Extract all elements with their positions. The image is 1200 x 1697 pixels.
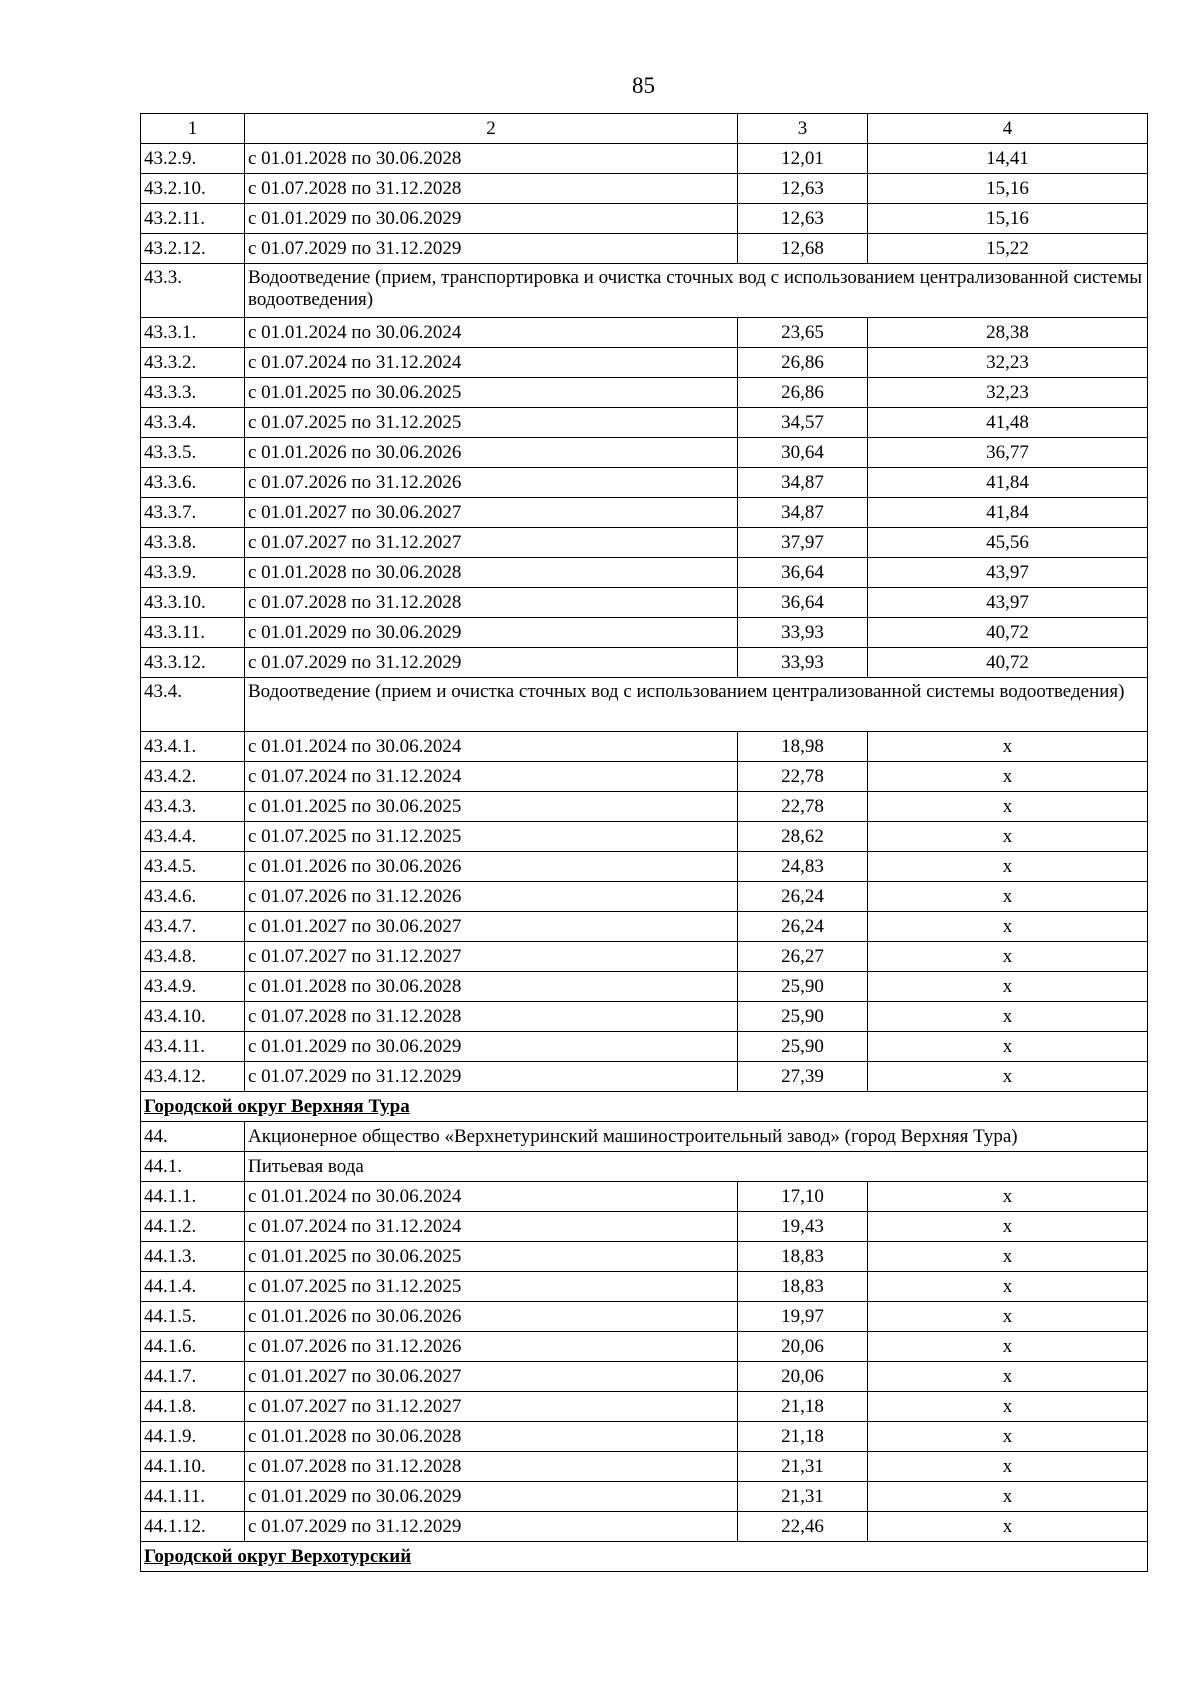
row-code: 43.3.10. bbox=[141, 588, 245, 618]
row-value-col4: 41,48 bbox=[868, 408, 1148, 438]
row-code: 44.1.9. bbox=[141, 1422, 245, 1452]
row-code: 43.3.5. bbox=[141, 438, 245, 468]
row-value-col3: 25,90 bbox=[738, 1002, 868, 1032]
row-value-col4: 15,22 bbox=[868, 234, 1148, 264]
row-value-col4: 40,72 bbox=[868, 648, 1148, 678]
row-period: с 01.01.2026 по 30.06.2026 bbox=[245, 1302, 738, 1332]
row-value-col3: 18,98 bbox=[738, 732, 868, 762]
table-row bbox=[141, 1362, 1148, 1392]
row-value-col4: 40,72 bbox=[868, 618, 1148, 648]
table-row bbox=[141, 972, 1148, 1002]
row-code: 43.4.6. bbox=[141, 882, 245, 912]
row-period: с 01.01.2028 по 30.06.2028 bbox=[245, 144, 738, 174]
table-row bbox=[141, 1002, 1148, 1032]
table-row bbox=[141, 1422, 1148, 1452]
row-code: 43.3.4. bbox=[141, 408, 245, 438]
row-period: с 01.01.2024 по 30.06.2024 bbox=[245, 1182, 738, 1212]
row-value-col4: 43,97 bbox=[868, 588, 1148, 618]
row-value-col3: 20,06 bbox=[738, 1362, 868, 1392]
row-value-col4: 41,84 bbox=[868, 468, 1148, 498]
row-period: с 01.07.2026 по 31.12.2026 bbox=[245, 468, 738, 498]
row-code: 44.1.11. bbox=[141, 1482, 245, 1512]
row-value-col4: х bbox=[868, 1392, 1148, 1422]
row-value-col4: х bbox=[868, 792, 1148, 822]
row-value-col3: 33,93 bbox=[738, 648, 868, 678]
row-value-col3: 12,63 bbox=[738, 204, 868, 234]
row-code: 43.4.4. bbox=[141, 822, 245, 852]
table-row bbox=[141, 792, 1148, 822]
row-period: с 01.07.2029 по 31.12.2029 bbox=[245, 1062, 738, 1092]
row-period: с 01.01.2024 по 30.06.2024 bbox=[245, 318, 738, 348]
table-row bbox=[141, 498, 1148, 528]
row-period: с 01.01.2025 по 30.06.2025 bbox=[245, 378, 738, 408]
row-period: с 01.07.2025 по 31.12.2025 bbox=[245, 822, 738, 852]
row-value-col3: 34,87 bbox=[738, 498, 868, 528]
row-period: с 01.07.2028 по 31.12.2028 bbox=[245, 1002, 738, 1032]
row-value-col3: 36,64 bbox=[738, 558, 868, 588]
row-code: 43.2.10. bbox=[141, 174, 245, 204]
table-row bbox=[141, 822, 1148, 852]
table-row bbox=[141, 1302, 1148, 1332]
row-code: 44.1.2. bbox=[141, 1212, 245, 1242]
row-value-col3: 18,83 bbox=[738, 1242, 868, 1272]
row-value-col3: 21,18 bbox=[738, 1392, 868, 1422]
row-period: с 01.01.2026 по 30.06.2026 bbox=[245, 438, 738, 468]
row-value-col3: 12,63 bbox=[738, 174, 868, 204]
table-row bbox=[141, 1392, 1148, 1422]
row-code: 43.2.9. bbox=[141, 144, 245, 174]
row-period: с 01.07.2029 по 31.12.2029 bbox=[245, 648, 738, 678]
row-value-col4: х bbox=[868, 822, 1148, 852]
table-header-row bbox=[141, 114, 1148, 144]
row-value-col4: 32,23 bbox=[868, 348, 1148, 378]
row-value-col3: 22,78 bbox=[738, 792, 868, 822]
row-value-col4: х bbox=[868, 1182, 1148, 1212]
table-row bbox=[141, 1452, 1148, 1482]
row-value-col3: 26,24 bbox=[738, 912, 868, 942]
section-title: Питьевая вода bbox=[245, 1152, 1148, 1182]
row-value-col3: 34,87 bbox=[738, 468, 868, 498]
table-row bbox=[141, 204, 1148, 234]
row-code: 44.1.1. bbox=[141, 1182, 245, 1212]
section-row bbox=[141, 678, 1148, 732]
row-code: 43.4.7. bbox=[141, 912, 245, 942]
row-value-col4: х bbox=[868, 1242, 1148, 1272]
row-period: с 01.07.2029 по 31.12.2029 bbox=[245, 1512, 738, 1542]
section-title: Водоотведение (прием и очистка сточных вод с использованием централизованной системы водоотведения) bbox=[245, 678, 1148, 732]
row-value-col3: 27,39 bbox=[738, 1062, 868, 1092]
table-row bbox=[141, 1482, 1148, 1512]
column-header-1: 1 bbox=[141, 114, 245, 144]
column-header-2: 2 bbox=[245, 114, 738, 144]
row-period: с 01.07.2028 по 31.12.2028 bbox=[245, 1452, 738, 1482]
table-row bbox=[141, 912, 1148, 942]
row-code: 43.3.8. bbox=[141, 528, 245, 558]
table-row bbox=[141, 1182, 1148, 1212]
table-row bbox=[141, 438, 1148, 468]
row-code: 43.3.1. bbox=[141, 318, 245, 348]
tariff-table bbox=[140, 113, 1148, 1572]
region-row bbox=[141, 1092, 1148, 1122]
row-value-col4: 14,41 bbox=[868, 144, 1148, 174]
row-value-col4: х bbox=[868, 912, 1148, 942]
row-code: 43.3.6. bbox=[141, 468, 245, 498]
row-period: с 01.01.2026 по 30.06.2026 bbox=[245, 852, 738, 882]
row-value-col3: 17,10 bbox=[738, 1182, 868, 1212]
row-code: 44.1.7. bbox=[141, 1362, 245, 1392]
region-title: Городской округ Верхняя Тура bbox=[141, 1092, 1148, 1122]
row-code: 44.1.10. bbox=[141, 1452, 245, 1482]
row-code: 43.3.3. bbox=[141, 378, 245, 408]
row-code: 43.2.11. bbox=[141, 204, 245, 234]
row-value-col3: 26,86 bbox=[738, 378, 868, 408]
row-value-col3: 30,64 bbox=[738, 438, 868, 468]
row-value-col4: 43,97 bbox=[868, 558, 1148, 588]
row-value-col4: 41,84 bbox=[868, 498, 1148, 528]
row-value-col3: 12,68 bbox=[738, 234, 868, 264]
row-value-col3: 25,90 bbox=[738, 972, 868, 1002]
row-value-col3: 20,06 bbox=[738, 1332, 868, 1362]
row-value-col4: х bbox=[868, 1422, 1148, 1452]
row-value-col4: х bbox=[868, 942, 1148, 972]
row-value-col4: х bbox=[868, 1062, 1148, 1092]
row-value-col4: х bbox=[868, 882, 1148, 912]
row-value-col4: 36,77 bbox=[868, 438, 1148, 468]
row-period: с 01.01.2024 по 30.06.2024 bbox=[245, 732, 738, 762]
table-row bbox=[141, 558, 1148, 588]
section-code: 43.4. bbox=[141, 678, 245, 732]
row-value-col4: х bbox=[868, 852, 1148, 882]
row-period: с 01.07.2025 по 31.12.2025 bbox=[245, 408, 738, 438]
table-row bbox=[141, 144, 1148, 174]
row-code: 43.3.7. bbox=[141, 498, 245, 528]
row-period: с 01.07.2026 по 31.12.2026 bbox=[245, 1332, 738, 1362]
table-row bbox=[141, 648, 1148, 678]
row-value-col3: 26,27 bbox=[738, 942, 868, 972]
table-row bbox=[141, 468, 1148, 498]
tariff-table-body bbox=[141, 114, 1148, 1572]
row-code: 43.3.2. bbox=[141, 348, 245, 378]
section-row bbox=[141, 264, 1148, 318]
row-period: с 01.07.2029 по 31.12.2029 bbox=[245, 234, 738, 264]
row-code: 44.1.3. bbox=[141, 1242, 245, 1272]
row-period: с 01.01.2029 по 30.06.2029 bbox=[245, 618, 738, 648]
table-row bbox=[141, 1332, 1148, 1362]
row-value-col3: 21,31 bbox=[738, 1482, 868, 1512]
table-row bbox=[141, 408, 1148, 438]
row-value-col3: 18,83 bbox=[738, 1272, 868, 1302]
row-code: 43.4.9. bbox=[141, 972, 245, 1002]
row-period: с 01.01.2027 по 30.06.2027 bbox=[245, 912, 738, 942]
row-period: с 01.07.2026 по 31.12.2026 bbox=[245, 882, 738, 912]
row-period: с 01.07.2024 по 31.12.2024 bbox=[245, 348, 738, 378]
row-period: с 01.01.2025 по 30.06.2025 bbox=[245, 1242, 738, 1272]
row-value-col3: 34,57 bbox=[738, 408, 868, 438]
column-header-4: 4 bbox=[868, 114, 1148, 144]
row-value-col3: 21,31 bbox=[738, 1452, 868, 1482]
row-value-col3: 36,64 bbox=[738, 588, 868, 618]
row-value-col3: 24,83 bbox=[738, 852, 868, 882]
row-value-col3: 26,86 bbox=[738, 348, 868, 378]
row-value-col4: х bbox=[868, 1452, 1148, 1482]
row-period: с 01.01.2027 по 30.06.2027 bbox=[245, 1362, 738, 1392]
table-row bbox=[141, 882, 1148, 912]
row-period: с 01.07.2027 по 31.12.2027 bbox=[245, 528, 738, 558]
row-value-col4: х bbox=[868, 762, 1148, 792]
row-period: с 01.01.2028 по 30.06.2028 bbox=[245, 1422, 738, 1452]
row-value-col3: 28,62 bbox=[738, 822, 868, 852]
table-row bbox=[141, 618, 1148, 648]
row-value-col4: х bbox=[868, 1362, 1148, 1392]
row-value-col4: х bbox=[868, 1332, 1148, 1362]
row-value-col4: х bbox=[868, 1032, 1148, 1062]
row-value-col3: 21,18 bbox=[738, 1422, 868, 1452]
row-code: 43.3.12. bbox=[141, 648, 245, 678]
row-period: с 01.07.2025 по 31.12.2025 bbox=[245, 1272, 738, 1302]
table-row bbox=[141, 174, 1148, 204]
row-value-col3: 25,90 bbox=[738, 1032, 868, 1062]
table-row bbox=[141, 528, 1148, 558]
row-code: 43.3.9. bbox=[141, 558, 245, 588]
row-value-col3: 22,78 bbox=[738, 762, 868, 792]
row-code: 43.4.2. bbox=[141, 762, 245, 792]
table-row bbox=[141, 1032, 1148, 1062]
row-code: 44.1.6. bbox=[141, 1332, 245, 1362]
table-row bbox=[141, 1212, 1148, 1242]
row-period: с 01.01.2029 по 30.06.2029 bbox=[245, 204, 738, 234]
row-value-col3: 33,93 bbox=[738, 618, 868, 648]
row-value-col4: 32,23 bbox=[868, 378, 1148, 408]
row-code: 44.1.4. bbox=[141, 1272, 245, 1302]
table-row bbox=[141, 378, 1148, 408]
row-value-col3: 37,97 bbox=[738, 528, 868, 558]
row-period: с 01.07.2028 по 31.12.2028 bbox=[245, 588, 738, 618]
section-row bbox=[141, 1152, 1148, 1182]
table-row bbox=[141, 762, 1148, 792]
table-row bbox=[141, 588, 1148, 618]
table-row bbox=[141, 732, 1148, 762]
row-value-col3: 19,97 bbox=[738, 1302, 868, 1332]
row-period: с 01.01.2028 по 30.06.2028 bbox=[245, 972, 738, 1002]
row-value-col4: 45,56 bbox=[868, 528, 1148, 558]
column-header-3: 3 bbox=[738, 114, 868, 144]
row-period: с 01.07.2028 по 31.12.2028 bbox=[245, 174, 738, 204]
row-code: 44.1.12. bbox=[141, 1512, 245, 1542]
row-value-col4: х bbox=[868, 1002, 1148, 1032]
row-code: 43.4.5. bbox=[141, 852, 245, 882]
section-row bbox=[141, 1122, 1148, 1152]
row-code: 43.4.1. bbox=[141, 732, 245, 762]
section-code: 44.1. bbox=[141, 1152, 245, 1182]
row-value-col4: х bbox=[868, 1212, 1148, 1242]
row-code: 44.1.5. bbox=[141, 1302, 245, 1332]
row-value-col3: 26,24 bbox=[738, 882, 868, 912]
row-value-col4: х bbox=[868, 1272, 1148, 1302]
row-code: 43.2.12. bbox=[141, 234, 245, 264]
row-period: с 01.01.2025 по 30.06.2025 bbox=[245, 792, 738, 822]
row-period: с 01.01.2028 по 30.06.2028 bbox=[245, 558, 738, 588]
table-row bbox=[141, 348, 1148, 378]
row-period: с 01.07.2024 по 31.12.2024 bbox=[245, 762, 738, 792]
row-value-col4: х bbox=[868, 1302, 1148, 1332]
table-row bbox=[141, 1242, 1148, 1272]
section-code: 44. bbox=[141, 1122, 245, 1152]
row-code: 44.1.8. bbox=[141, 1392, 245, 1422]
row-value-col4: х bbox=[868, 1482, 1148, 1512]
row-code: 43.4.3. bbox=[141, 792, 245, 822]
row-period: с 01.01.2029 по 30.06.2029 bbox=[245, 1482, 738, 1512]
table-row bbox=[141, 234, 1148, 264]
table-row bbox=[141, 942, 1148, 972]
row-value-col3: 22,46 bbox=[738, 1512, 868, 1542]
row-value-col4: 15,16 bbox=[868, 204, 1148, 234]
row-code: 43.3.11. bbox=[141, 618, 245, 648]
table-row bbox=[141, 1062, 1148, 1092]
row-value-col3: 12,01 bbox=[738, 144, 868, 174]
section-code: 43.3. bbox=[141, 264, 245, 318]
page-number: 85 bbox=[632, 73, 655, 98]
row-value-col4: 15,16 bbox=[868, 174, 1148, 204]
region-title: Городской округ Верхотурский bbox=[141, 1542, 1148, 1572]
row-value-col3: 19,43 bbox=[738, 1212, 868, 1242]
row-period: с 01.07.2027 по 31.12.2027 bbox=[245, 942, 738, 972]
row-code: 43.4.8. bbox=[141, 942, 245, 972]
row-period: с 01.07.2024 по 31.12.2024 bbox=[245, 1212, 738, 1242]
row-period: с 01.07.2027 по 31.12.2027 bbox=[245, 1392, 738, 1422]
row-code: 43.4.12. bbox=[141, 1062, 245, 1092]
row-value-col3: 23,65 bbox=[738, 318, 868, 348]
region-row bbox=[141, 1542, 1148, 1572]
row-value-col4: х bbox=[868, 732, 1148, 762]
table-row bbox=[141, 318, 1148, 348]
table-row bbox=[141, 1512, 1148, 1542]
row-value-col4: 28,38 bbox=[868, 318, 1148, 348]
row-code: 43.4.11. bbox=[141, 1032, 245, 1062]
table-row bbox=[141, 852, 1148, 882]
table-row bbox=[141, 1272, 1148, 1302]
row-period: с 01.01.2027 по 30.06.2027 bbox=[245, 498, 738, 528]
row-value-col4: х bbox=[868, 972, 1148, 1002]
section-title: Водоотведение (прием, транспортировка и очистка сточных вод с использованием централизованной системы водоотведения) bbox=[245, 264, 1148, 318]
row-code: 43.4.10. bbox=[141, 1002, 245, 1032]
row-period: с 01.01.2029 по 30.06.2029 bbox=[245, 1032, 738, 1062]
section-title: Акционерное общество «Верхнетуринский машиностроительный завод» (город Верхняя Тура) bbox=[245, 1122, 1148, 1152]
row-value-col4: х bbox=[868, 1512, 1148, 1542]
